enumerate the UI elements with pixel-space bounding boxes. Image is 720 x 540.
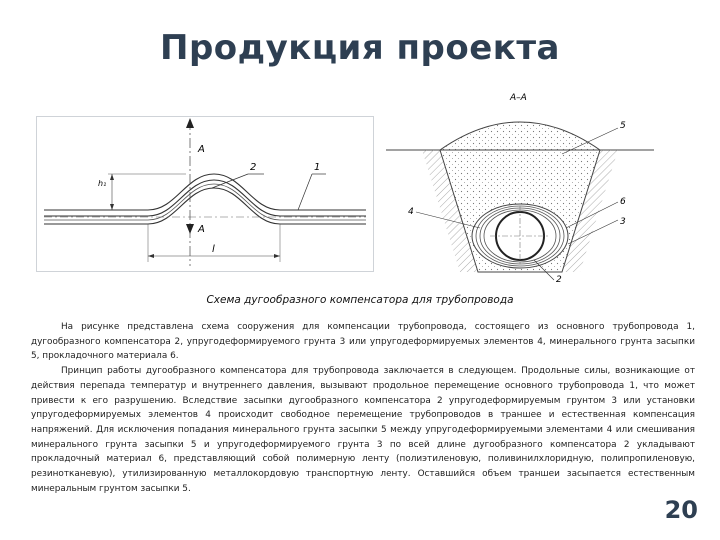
label-4: 4 xyxy=(408,207,414,217)
label-1-left: 1 xyxy=(314,162,321,173)
label-2-left: 2 xyxy=(250,162,257,173)
label-l: l xyxy=(212,244,215,255)
label-a-bottom: A xyxy=(198,224,205,235)
label-3: 3 xyxy=(620,217,626,227)
label-h1: h₁ xyxy=(98,179,107,188)
slide-title: Продукция проекта xyxy=(159,28,560,68)
paragraph-1: На рисунке представлена схема сооружения для компенсации трубопровода, состоящего из основного трубопровода 1, дугообразного компенсатора 2, упругодеформируемого грунта 3 или упругодеформируемых элементов 4, минерального грунта засыпки 5, прокладочного материала 6. xyxy=(31,322,695,362)
cross-section-view xyxy=(382,88,658,288)
cross-section-drawing xyxy=(382,88,658,288)
label-2-right: 2 xyxy=(556,275,562,285)
paragraph-2: Принцип работы дугообразного компенсатора для трубопровода заключается в следующем. Продольные силы, возникающие от действия перепада температур и внутреннего давления, вызывают продольное перемещение основного трубопровода 1, что может привести к его разрушению. Вследствие засыпки дугообразного компенсатора 2 упругодеформируемым грунтом 3 или установки упругодеформируемых элементов 4 происходит свободное перемещение трубопроводов в траншее и естественная компенсация напряжений. Для исключения попадания минерального грунта засыпки 5 между упругодеформируемыми элементами 4 или смешивания минерального грунта засыпки 5 и упругодеформируемого грунта 3 по всей длине дугообразного компенсатора 2 укладывают прокладочный материал 6, представляющий собой полимерную ленту (полиэтиленовую, поливинилхлоридную, полипропиленовую, резинотканевую), утилизированную металлокордовую транспортную ленту. Оставшийся объем траншеи засыпается естественным минеральным грунтом засыпки 5. xyxy=(31,366,695,494)
body-text xyxy=(31,320,695,496)
label-6: 6 xyxy=(620,197,626,207)
section-label: А–А xyxy=(510,93,527,103)
label-a-top: A xyxy=(198,144,205,155)
figure-caption: Схема дугообразного компенсатора для трубопровода xyxy=(206,294,514,306)
compensator-side-view xyxy=(36,116,374,272)
compensator-side-drawing xyxy=(36,116,374,272)
page-number: 20 xyxy=(664,496,698,524)
label-5: 5 xyxy=(620,121,626,131)
